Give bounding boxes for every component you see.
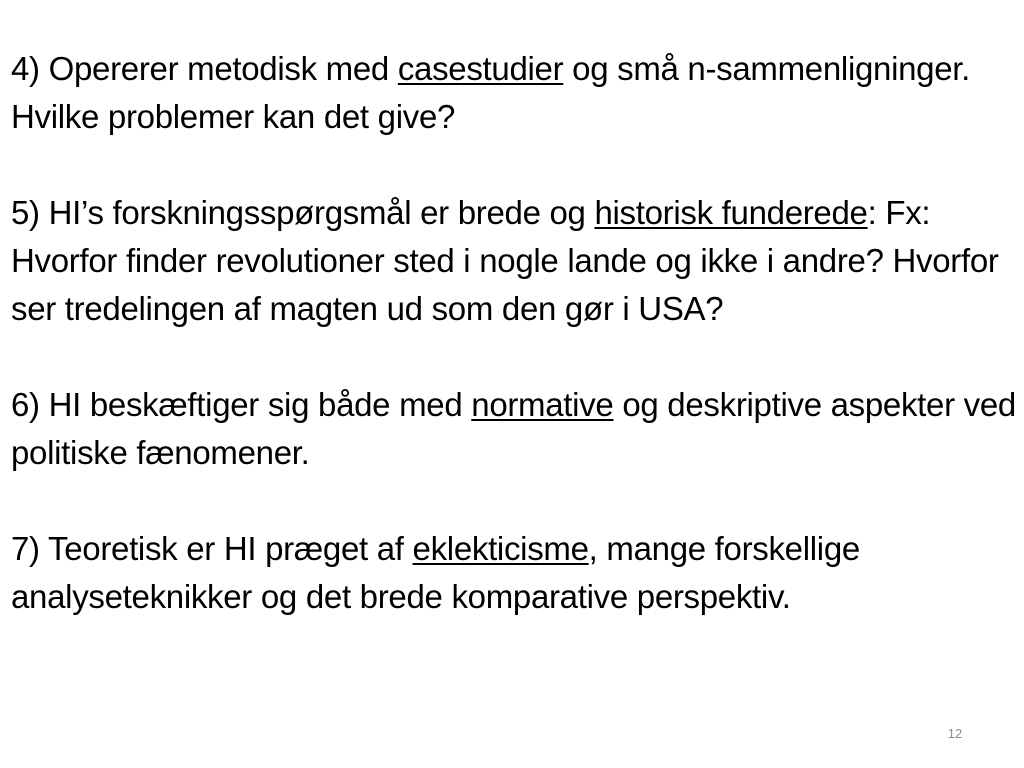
point-7-text-before: 7) Teoretisk er HI præget af — [11, 530, 413, 567]
point-7-key-term: eklekticisme — [412, 530, 589, 567]
point-7-text-after: , mange forskellige analyseteknikker og det brede komparative perspektiv. — [11, 530, 860, 615]
page-number: 12 — [947, 726, 963, 741]
point-6-text-after: og deskriptive aspekter ved politiske fænomener. — [11, 386, 1016, 471]
point-5-key-term: historisk funderede — [594, 194, 868, 231]
point-4 — [11, 45, 1016, 141]
point-6-text-before: 6) HI beskæftiger sig både med — [11, 386, 472, 423]
point-4-text-after: og små n-sammenligninger. Hvilke problemer kan det give? — [11, 50, 971, 135]
point-5-text-after: : Fx: Hvorfor finder revolutioner sted i nogle lande og ikke i andre? Hvorfor ser tredelingen af magten ud som den gør i USA? — [11, 194, 999, 327]
point-4-text-before: 4) Opererer metodisk med — [11, 50, 398, 87]
point-5-text-before: 5) HI’s forskningsspørgsmål er brede og — [11, 194, 595, 231]
point-5 — [11, 189, 1016, 333]
point-7 — [11, 525, 1016, 621]
point-6 — [11, 381, 1016, 477]
point-6-key-term: normative — [471, 386, 614, 423]
slide-body — [11, 45, 1016, 621]
point-4-key-term: casestudier — [397, 50, 564, 87]
